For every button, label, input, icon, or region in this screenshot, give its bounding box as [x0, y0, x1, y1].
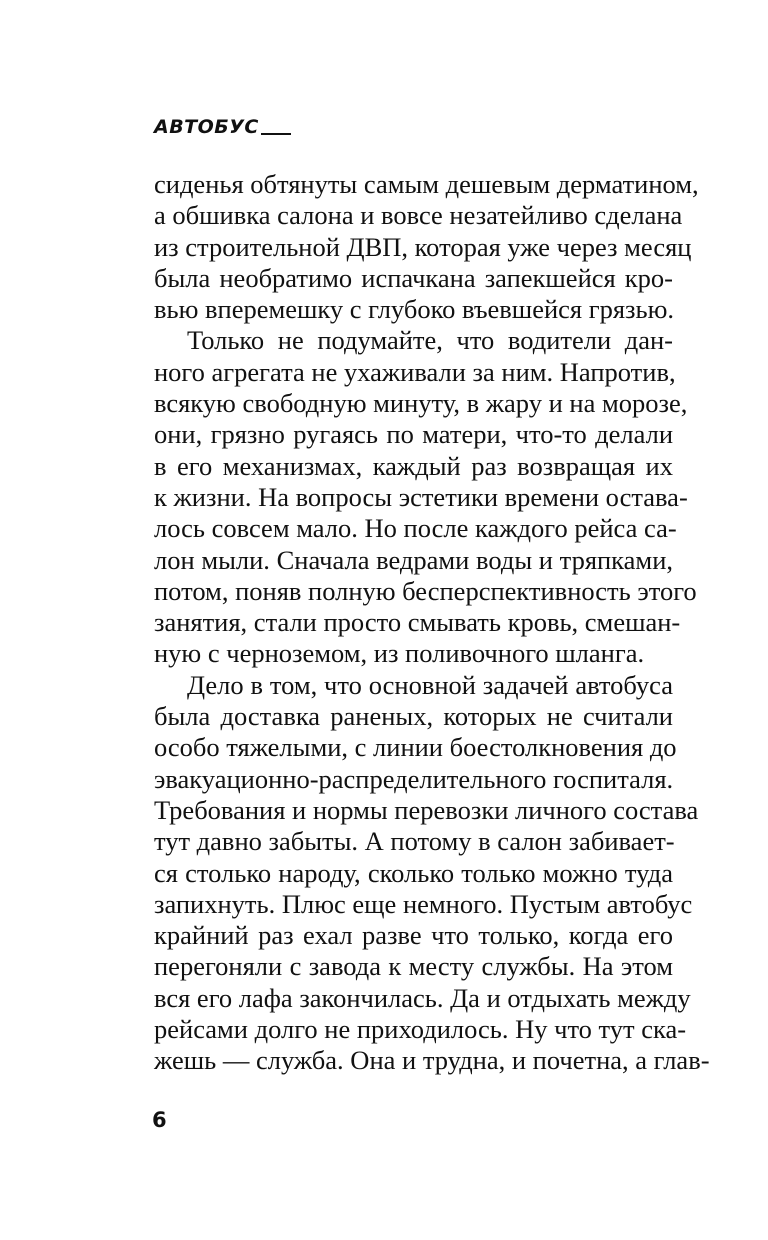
running-head	[154, 116, 291, 138]
running-head-title: АВТОБУС	[154, 116, 259, 138]
text-line: всякую свободную минуту, в жару и на морозе,	[154, 388, 688, 419]
text-line: а обшивка салона и вовсе незатейливо сделана	[154, 200, 683, 231]
text-line: к жизни. На вопросы эстетики времени остава-	[154, 481, 688, 512]
text-line: Дело в том, что основной задачей автобуса	[187, 669, 673, 700]
text-line: в его механизмах, каждый раз возвращая их	[154, 450, 673, 481]
text-line: жешь — служба. Она и трудна, и почетна, а глав-	[154, 1045, 710, 1076]
text-line: запихнуть. Плюс еще немного. Пустым автобус	[154, 888, 693, 919]
body-text	[154, 169, 710, 1077]
page-number: 6	[152, 1108, 167, 1132]
text-line: Только не подумайте, что водители дан-	[187, 325, 673, 356]
text-line: они, грязно ругаясь по матери, что-то делали	[154, 419, 673, 450]
text-line: лон мыли. Сначала ведрами воды и тряпками,	[154, 544, 673, 575]
text-line: была доставка раненых, которых не считали	[154, 701, 673, 732]
text-line: тут давно забыты. А потому в салон забивает-	[154, 826, 675, 857]
text-line: ся столько народу, сколько только можно туда	[154, 857, 673, 888]
text-line: была необратимо испачкана запекшейся кро-	[154, 262, 673, 293]
text-line: ную с черноземом, из поливочного шланга.	[154, 638, 645, 669]
running-head-rule	[261, 133, 291, 135]
text-line: рейсами долго не приходилось. Ну что тут ска-	[154, 1014, 687, 1045]
text-line: крайний раз ехал разве что только, когда его	[154, 920, 673, 951]
text-line: особо тяжелыми, с линии боестолкновения до	[154, 732, 677, 763]
text-line: потом, поняв полную бесперспективность этого	[154, 575, 697, 606]
text-line: эвакуационно-распределительного госпиталя.	[154, 763, 674, 794]
text-line: из строительной ДВП, которая уже через месяц	[154, 231, 692, 262]
text-line: вью вперемешку с глубоко въевшейся грязью.	[154, 294, 675, 325]
text-line: занятия, стали просто смывать кровь, смешан-	[154, 607, 681, 638]
text-line: Требования и нормы перевозки личного состава	[154, 794, 699, 825]
text-line: лось совсем мало. Но после каждого рейса са-	[154, 513, 677, 544]
text-line: перегоняли с завода к месту службы. На этом	[154, 951, 673, 982]
text-line: вся его лафа закончилась. Да и отдыхать между	[154, 982, 691, 1013]
text-line: сиденья обтянуты самым дешевым дерматином,	[154, 169, 699, 199]
text-line: ного агрегата не ухаживали за ним. Напротив,	[154, 356, 676, 387]
